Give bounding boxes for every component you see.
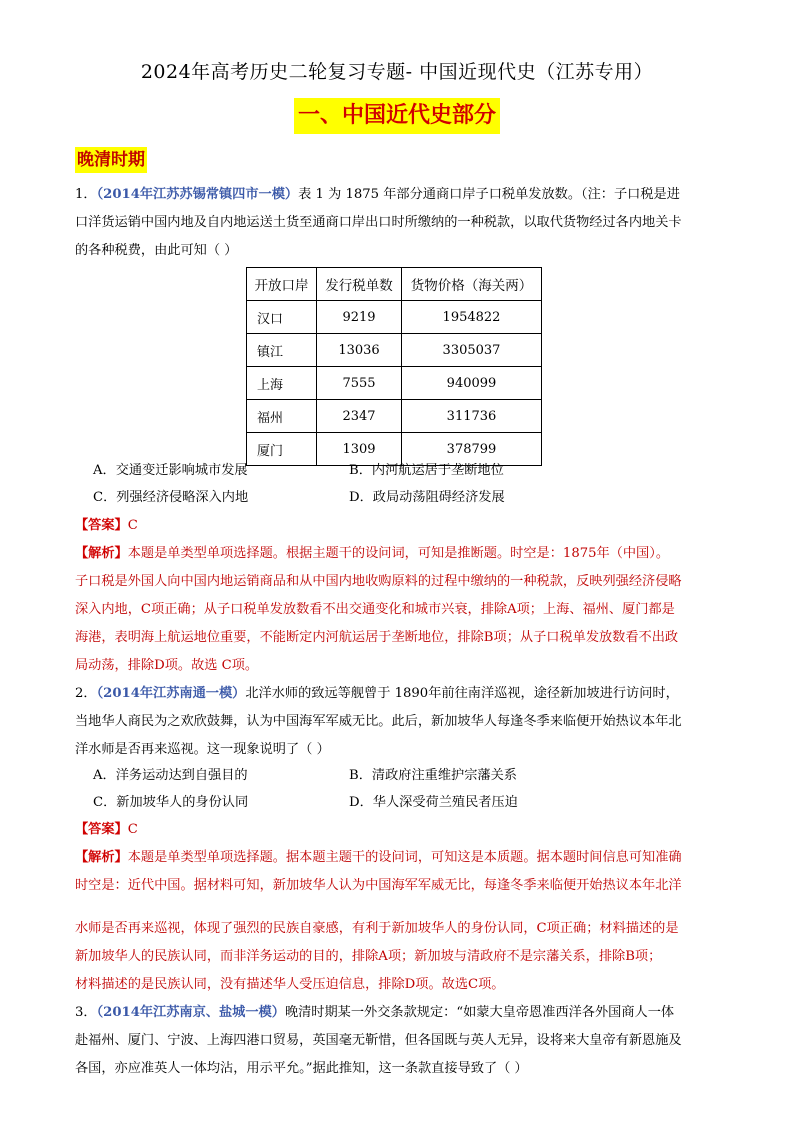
- table-row: [247, 334, 542, 367]
- table-cell-port: 福州: [247, 400, 317, 433]
- q3-stem-line1: [75, 999, 725, 1027]
- table-cell-count: 9219: [317, 301, 402, 334]
- q3-stem-text: 晚清时期某一外交条款规定：“如蒙大皇帝恩准西洋各外国商人一体: [284, 1005, 675, 1020]
- q2-answer: [75, 816, 725, 844]
- q1-option-c: C．列强经济侵略深入内地: [93, 490, 249, 505]
- q2-option-d: D．华人深受荷兰殖民者压迫: [349, 795, 518, 810]
- analysis-text: 本题是单类型单项选择题。据本题主题干的设问词，可知这是本质题。据本题时间信息可知准确: [127, 850, 682, 865]
- analysis-label: 【解析】: [75, 546, 128, 561]
- table-cell-count: 7555: [317, 367, 402, 400]
- q3-stem-line2: 赴福州、厦门、宁波、上海四港口贸易，英国毫无靳惜，但各国既与英人无异，设将来大皇帝有新恩施及: [75, 1033, 682, 1048]
- q2-option-b: B．清政府注重维护宗藩关系: [349, 768, 517, 783]
- analysis-label: 【解析】: [75, 850, 128, 865]
- q1-stem-text: 表 1 为 1875 年部分通商口岸子口税单发放数。（注：子口税是进: [298, 187, 680, 202]
- answer-label: 【答案】: [75, 518, 128, 533]
- q2-analysis-line5: 材料描述的是民族认同，没有描述华人受压迫信息，排除D项。故选C项。: [75, 977, 505, 992]
- q1-option-a: A．交通变迁影响城市发展: [93, 463, 248, 478]
- table-cell-value: 378799: [402, 433, 542, 466]
- table-cell-value: 311736: [402, 400, 542, 433]
- period-heading: 晚清时期: [75, 147, 147, 173]
- table-cell-value: 940099: [402, 367, 542, 400]
- q1-stem-line2: 口洋货运销中国内地及自内地运送土货至通商口岸出口时所缴纳的一种税款，以取代货物经过各内地关卡: [75, 215, 682, 230]
- q1-number: 1．: [75, 187, 97, 202]
- q2-option-c: C．新加坡华人的身份认同: [93, 795, 249, 810]
- q2-analysis-line2: 时空是：近代中国。据材料可知，新加坡华人认为中国海军军威无比，每逢冬季来临便开始热议本年北洋: [75, 878, 682, 893]
- q1-analysis-line5: 局动荡，排除D项。故选 C项。: [75, 658, 259, 673]
- q2-option-a: A．洋务运动达到自强目的: [93, 768, 248, 783]
- table-cell-port: 上海: [247, 367, 317, 400]
- answer-value: C: [127, 518, 138, 533]
- table-cell-port: 厦门: [247, 433, 317, 466]
- table-cell-count: 13036: [317, 334, 402, 367]
- table-header-cell: 货物价格（海关两）: [402, 268, 542, 301]
- table-cell-value: 3305037: [402, 334, 542, 367]
- q2-analysis-line4: 新加坡华人的民族认同，而非洋务运动的目的，排除A项；新加坡与清政府不是宗藩关系，排除B项；: [75, 949, 662, 964]
- q1-stem-line1: [75, 181, 725, 209]
- table-row: [247, 400, 542, 433]
- q3-number: 3．: [75, 1005, 97, 1020]
- analysis-text: 本题是单类型单项选择题。根据主题干的设问词，可知是推断题。时空是：1875年（中国）。: [127, 546, 670, 561]
- section-heading-wrap: [0, 98, 794, 134]
- section-heading: 一、中国近代史部分: [294, 98, 500, 134]
- table-header-cell: 开放口岸: [247, 268, 317, 301]
- q2-stem-line1: [75, 680, 725, 708]
- table-cell-port: 汉口: [247, 301, 317, 334]
- q2-analysis-line3: 水师是否再来巡视，体现了强烈的民族自豪感，有利于新加坡华人的身份认同，C项正确；材料描述的是: [75, 921, 679, 936]
- q3-source: （2014年江苏南京、盐城一模）: [96, 1005, 285, 1020]
- table-row: [247, 367, 542, 400]
- q2-source: （2014年江苏南通一模）: [96, 686, 246, 701]
- q1-source: （2014年江苏苏锡常镇四市一模）: [96, 187, 299, 202]
- table-header-row: [247, 268, 542, 301]
- q1-analysis-line4: 海港，表明海上航运地位重要，不能断定内河航运居于垄断地位，排除B项；从子口税单发放数看不出政: [75, 630, 679, 645]
- q2-number: 2．: [75, 686, 97, 701]
- q3-stem-line3: 各国，亦应准英人一体均沾，用示平允。”据此推知，这一条款直接导致了（ ）: [75, 1061, 528, 1076]
- document-title: 2024年高考历史二轮复习专题- 中国近现代史（江苏专用）: [140, 61, 654, 83]
- answer-label: 【答案】: [75, 822, 128, 837]
- q1-analysis-line3: 深入内地，C项正确；从子口税单发放数看不出交通变化和城市兴衰，排除A项；上海、福州、厦门都是: [75, 602, 675, 617]
- table-cell-count: 2347: [317, 400, 402, 433]
- table-cell-port: 镇江: [247, 334, 317, 367]
- q1-option-b: B．内河航运居于垄断地位: [349, 463, 504, 478]
- q1-analysis-line2: 子口税是外国人向中国内地运销商品和从中国内地收购原料的过程中缴纳的一种税款，反映列强经济侵略: [75, 574, 682, 589]
- table-header-cell: 发行税单数: [317, 268, 402, 301]
- q1-option-d: D．政局动荡阻碍经济发展: [349, 490, 505, 505]
- table-cell-value: 1954822: [402, 301, 542, 334]
- q2-stem-text: 北洋水师的致远等舰曾于 1890年前往南洋巡视，途径新加坡进行访问时，: [245, 686, 679, 701]
- q1-stem-line3: 的各种税费，由此可知（ ）: [75, 243, 238, 258]
- answer-value: C: [127, 822, 138, 837]
- table-row: [247, 301, 542, 334]
- q1-answer: [75, 512, 725, 540]
- q2-analysis-line1: [75, 844, 725, 872]
- q1-analysis-line1: [75, 540, 725, 568]
- q2-stem-line2: 当地华人商民为之欢欣鼓舞，认为中国海军军威无比。此后，新加坡华人每逢冬季来临便开始热议本年北: [75, 714, 682, 729]
- q2-stem-line3: 洋水师是否再来巡视。这一现象说明了（ ）: [75, 742, 330, 757]
- table-cell-count: 1309: [317, 433, 402, 466]
- q1-data-table: [246, 267, 542, 466]
